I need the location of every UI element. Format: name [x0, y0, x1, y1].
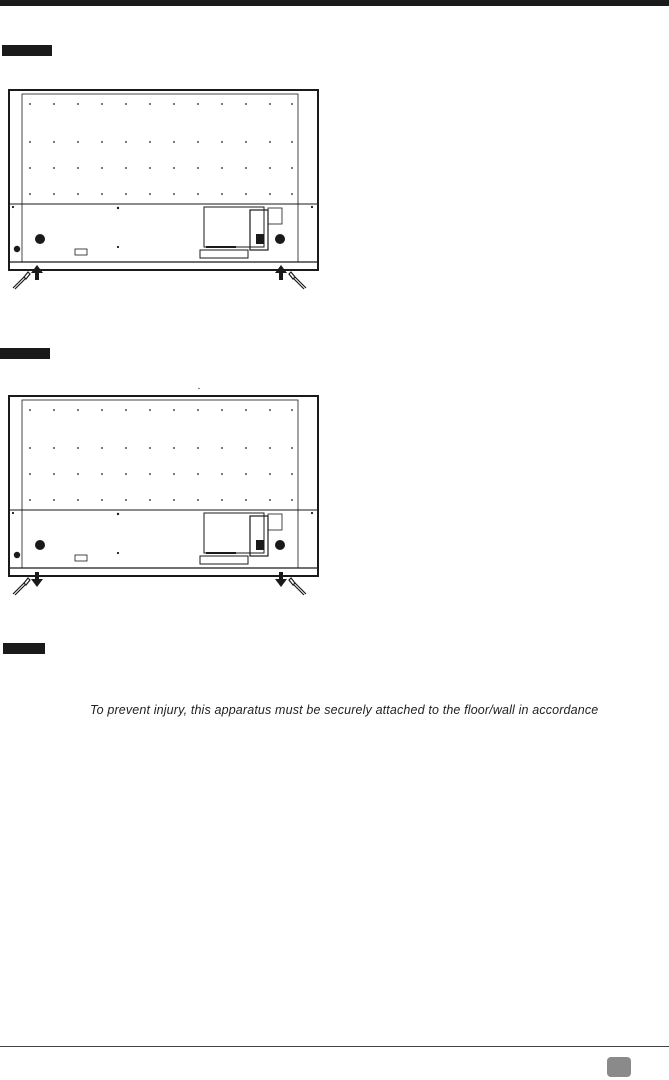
- tv-outer-frame: [9, 396, 318, 576]
- page-number-badge: [607, 1057, 631, 1077]
- arrow-down-left-icon: [31, 572, 43, 587]
- screwdriver-left-icon: [13, 272, 30, 289]
- screwdriver-left-icon: [13, 578, 30, 595]
- mount-hole-left: [35, 234, 45, 244]
- screwdriver-right-icon: [289, 578, 306, 595]
- label-box: [75, 555, 87, 561]
- arrow-down-right-icon: [275, 572, 287, 587]
- mount-hole-left: [35, 540, 45, 550]
- step-tab-2: [0, 348, 50, 359]
- tv-outline: [9, 90, 318, 270]
- header-rule: [0, 0, 669, 6]
- arrow-up-left-icon: [31, 265, 43, 280]
- screwdriver-right-icon: [289, 272, 306, 289]
- stand-mount: [200, 250, 248, 258]
- tv-inner-panel: [22, 94, 298, 204]
- tv-outer-frame: [9, 90, 318, 270]
- arrow-up-right-icon: [275, 265, 287, 280]
- step-tab-1: [2, 45, 52, 56]
- tv-outline: [9, 396, 318, 576]
- footer-rule: [0, 1046, 669, 1047]
- tv-inner-panel: [22, 400, 298, 510]
- mount-hole-right: [275, 234, 285, 244]
- mount-hole-right: [275, 540, 285, 550]
- label-box: [75, 249, 87, 255]
- tv-rear-view-figure-1: [0, 82, 330, 292]
- io-panel: [204, 207, 264, 247]
- step-tab-3: [3, 643, 45, 654]
- tv-rear-view-figure-2: [0, 388, 330, 598]
- mount-hole-corner: [14, 246, 20, 252]
- io-panel: [204, 513, 264, 553]
- stand-mount: [200, 556, 248, 564]
- safety-warning-text: To prevent injury, this apparatus must be securely attached to the floor/wall in accordance: [90, 703, 599, 717]
- mount-holes: [14, 540, 285, 558]
- mount-holes: [14, 234, 285, 252]
- mount-hole-corner: [14, 552, 20, 558]
